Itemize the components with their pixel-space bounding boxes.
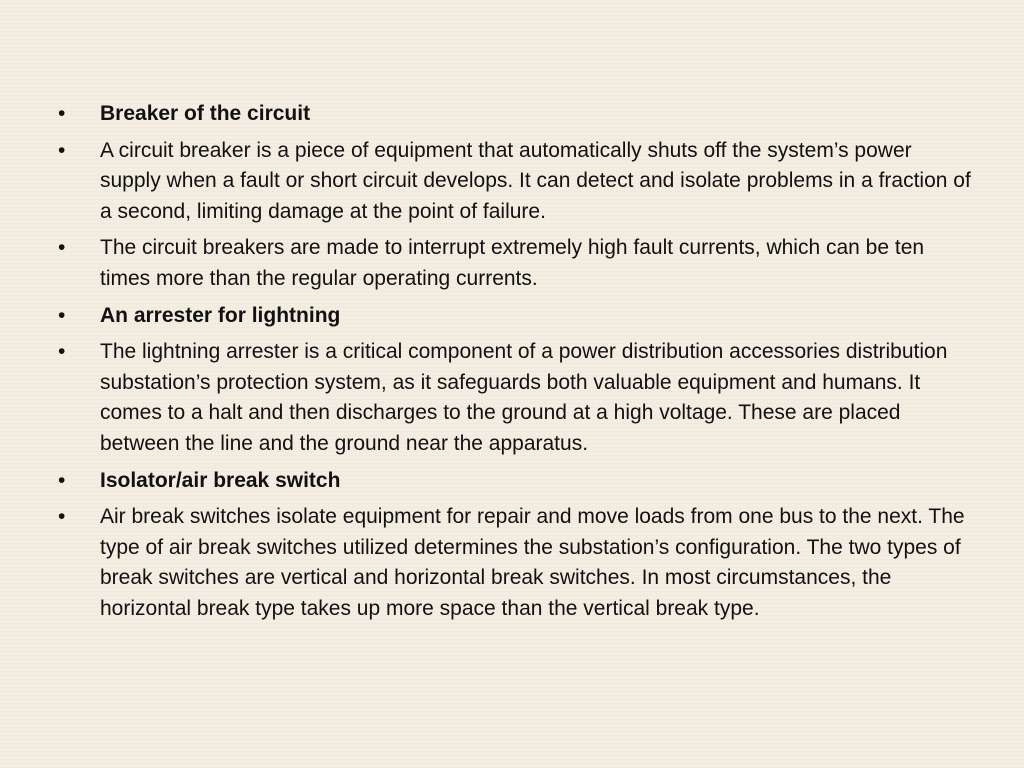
bullet-text: Isolator/air break switch [100,468,341,492]
bullet-text: Breaker of the circuit [100,102,311,125]
bullet-icon: • [58,138,66,162]
bullet-icon: • [58,102,66,125]
bullet-text: The lightning arrester is a critical component of a power distribution accessories distribution substation’s protection system, as it safeguards both valuable equipment and humans. It comes to a halt and then discharges to the ground at a high voltage. These are placed between the line and the ground near the apparatus. [100,340,948,455]
bullet-item-circuit-breaker-description [58,136,978,228]
bullet-text: The circuit breakers are made to interrupt extremely high fault currents, which can be ten times more than the regular operating currents. [100,236,925,290]
bullet-text: A circuit breaker is a piece of equipment that automatically shuts off the system’s power supply when a fault or short circuit develops. It can detect and isolate problems in a fraction of a second, limiting damage at the point of failure. [100,138,971,223]
bullet-text: Air break switches isolate equipment for repair and move loads from one bus to the next. The type of air break switches utilized determines the substation’s configuration. The two types of break switches are vertical and horizontal break switches. In most circumstances, the horizontal break type takes up more space than the vertical break type. [100,505,965,620]
bullet-item-circuit-breaker-heading [58,99,978,130]
bullet-list [58,99,978,631]
bullet-item-lightning-arrester-description [58,337,978,459]
bullet-item-air-break-switch-heading [58,466,978,497]
bullet-text: An arrester for lightning [100,303,341,327]
bullet-icon: • [58,468,66,492]
bullet-item-air-break-switch-description [58,502,978,624]
bullet-item-lightning-arrester-heading [58,301,978,332]
bullet-item-circuit-breaker-fault-currents [58,233,978,294]
bullet-icon: • [58,236,66,260]
bullet-icon: • [58,505,66,529]
bullet-icon: • [58,340,66,364]
bullet-icon: • [58,303,66,327]
